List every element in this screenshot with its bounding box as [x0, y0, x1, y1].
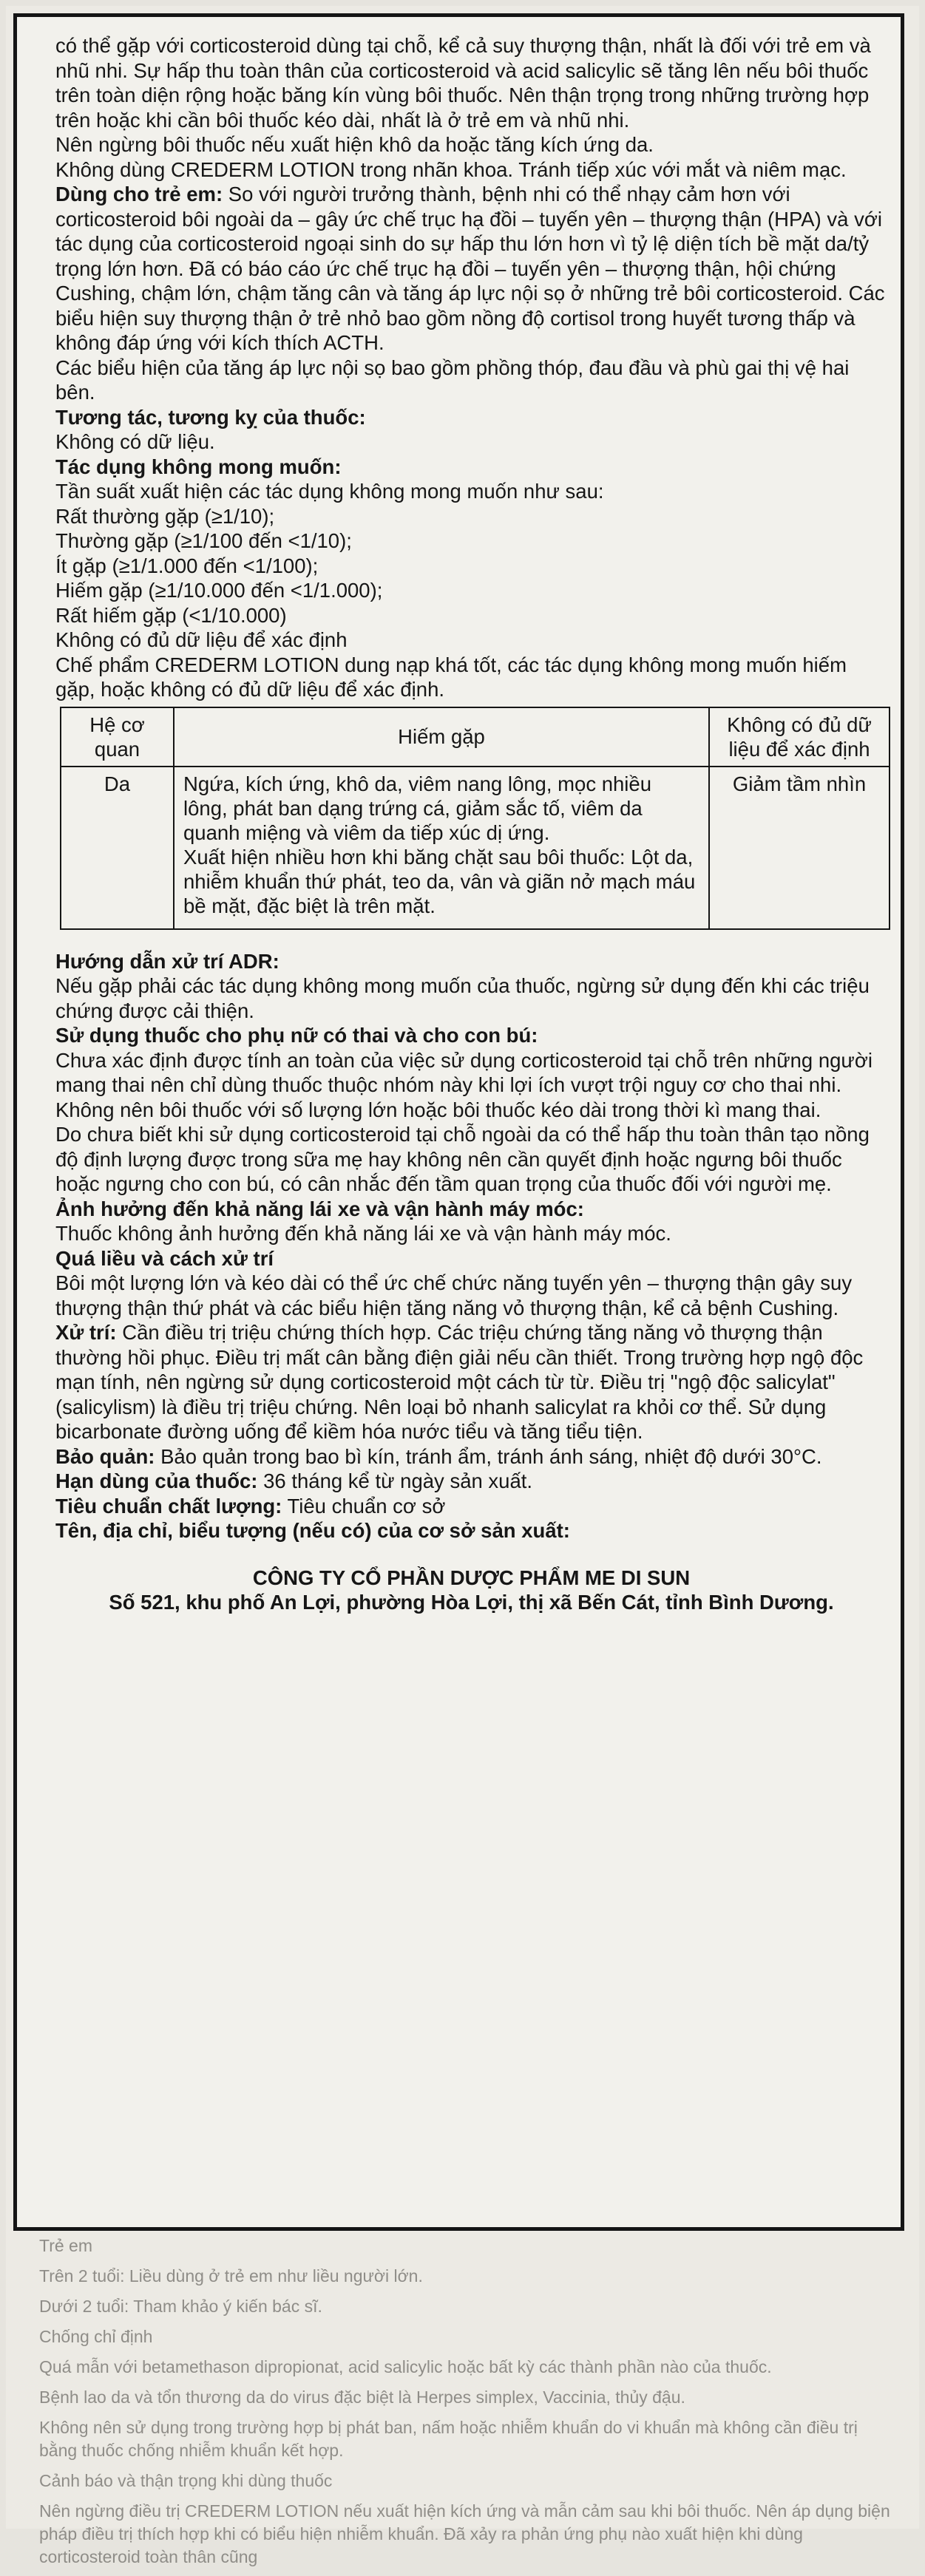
- children-heading: Dùng cho trẻ em:: [55, 183, 223, 205]
- interactions-text: Không có dữ liệu.: [55, 430, 215, 453]
- show-through-line-2: Trên 2 tuổi: Liều dùng ở trẻ em như liều người lớn.: [39, 2266, 423, 2286]
- header-unknown: Không có đủ dữ liệu để xác định: [709, 707, 890, 767]
- package-insert-sheet: [6, 6, 919, 2566]
- storage-heading: Bảo quản:: [55, 1444, 155, 1468]
- frequency-unknown: Không có đủ dữ liệu để xác định: [55, 628, 348, 651]
- quality-heading: Tiêu chuẩn chất lượng:: [55, 1494, 282, 1518]
- adr-guide-text: Nếu gặp phải các tác dụng không mong muốn của thuốc, ngừng sử dụng đến khi các triệu chứng được cải thiện.: [55, 974, 870, 1022]
- side-effects-summary: Chế phẩm CREDERM LOTION dung nạp khá tốt, các tác dụng không mong muốn hiếm gặp, hoặc không có đủ dữ liệu để xác định.: [55, 653, 847, 701]
- side-effects-heading: Tác dụng không mong muốn:: [55, 455, 342, 478]
- driving-text: Thuốc không ảnh hưởng đến khả năng lái xe và vận hành máy móc.: [55, 1222, 671, 1245]
- cell-organ-skin: Da: [61, 767, 174, 929]
- intro-paragraph-2: Nên ngừng bôi thuốc nếu xuất hiện khô da hoặc tăng kích ứng da.: [55, 133, 654, 156]
- show-through-line-9: Nên ngừng điều trị CREDERM LOTION nếu xuất hiện kích ứng và mẫn cảm sau khi bôi thuốc. Nên áp dụng biện pháp điều trị thích hợp khi có biểu hiện nhiễm khuẩn. Đã xảy ra phản ứng phụ nào xuất hiện khi dùng corticosteroid toàn thân cũng: [39, 2501, 890, 2566]
- frequency-very-common: Rất thường gặp (≥1/10);: [55, 504, 275, 528]
- company-name: CÔNG TY CỔ PHẦN DƯỢC PHẨM ME DI SUN: [252, 1566, 691, 1589]
- show-through-line-5: Quá mẫn với betamethason dipropionat, acid salicylic hoặc bất kỳ các thành phần nào của thuốc.: [39, 2357, 772, 2376]
- driving-heading: Ảnh hưởng đến khả năng lái xe và vận hành máy móc:: [55, 1197, 584, 1220]
- table-header-row: [61, 707, 890, 767]
- quality-text: Tiêu chuẩn cơ sở: [282, 1494, 446, 1518]
- side-effects-intro: Tần suất xuất hiện các tác dụng không mong muốn như sau:: [55, 480, 604, 503]
- show-through-line-3: Dưới 2 tuổi: Tham khảo ý kiến bác sĩ.: [39, 2297, 322, 2316]
- show-through-line-4: Chống chỉ định: [39, 2327, 153, 2346]
- adr-guide-heading: Hướng dẫn xử trí ADR:: [55, 949, 279, 973]
- rare-effects-text-1: Ngứa, kích ứng, khô da, viêm nang lông, mọc nhiều lông, phát ban dạng trứng cá, giảm sắc tố, viêm da quanh miệng và viêm da tiếp xúc dị ứng.: [183, 772, 652, 844]
- pregnancy-text-2: Do chưa biết khi sử dụng corticosteroid tại chỗ ngoài da có thể hấp thu toàn thân tạo nồng độ định lượng được trong sữa mẹ hay không nên cần quyết định hoặc ngưng bôi thuốc hoặc ngưng cho con bú, có cân nhắc đến tầm quan trọng của thuốc đối với người mẹ.: [55, 1123, 870, 1195]
- frequency-common: Thường gặp (≥1/100 đến <1/10);: [55, 529, 352, 552]
- frequency-very-rare: Rất hiếm gặp (<1/10.000): [55, 603, 287, 627]
- interactions-heading: Tương tác, tương kỵ của thuốc:: [55, 405, 366, 429]
- bordered-text-box: [13, 13, 904, 2231]
- cell-unknown: Giảm tầm nhìn: [709, 767, 890, 929]
- overdose-heading: Quá liều và cách xử trí: [55, 1246, 274, 1270]
- insert-content: [55, 33, 887, 1615]
- header-organ-system: Hệ cơ quan: [61, 707, 174, 767]
- treatment-text: Cần điều trị triệu chứng thích hợp. Các triệu chứng tăng năng vỏ thượng thận thường hồi phục. Điều trị mất cân bằng điện giải nếu cần thiết. Trong trường hợp ngộ độc mạn tính, nên ngừng sử dụng corticosteroid một cách từ từ. Điều trị "ngộ độc salicylat" (salicylism) là điều trị triệu chứng. Nên loại bỏ nhanh salicylat ra khỏi cơ thể. Sử dụng bicarbonate đường uống để kiềm hóa nước tiểu và tăng tiểu tiện.: [55, 1321, 864, 1443]
- shelf-life-text: 36 tháng kể từ ngày sản xuất.: [257, 1469, 533, 1492]
- adverse-reactions-table: [60, 707, 890, 930]
- children-section: [55, 182, 887, 356]
- storage-section: [55, 1444, 887, 1469]
- overdose-treatment: [55, 1320, 887, 1444]
- children-text: So với người trưởng thành, bệnh nhi có thể nhạy cảm hơn với corticosteroid bôi ngoài da – gây ức chế trục hạ đồi – tuyến yên – thượng thận (HPA) và với tác dụng của corticosteroid ngoại sinh do sự hấp thu lớn hơn vì tỷ lệ diện tích bề mặt da/tỷ trọng lớn hơn. Đã có báo cáo ức chế trục hạ đồi – tuyến yên – thượng thận, hội chứng Cushing, chậm lớn, chậm tăng cân và tăng áp lực nội sọ ở những trẻ bôi corticosteroid. Các biểu hiện suy thượng thận ở trẻ nhỏ bao gồm nồng độ cortisol trong huyết tương thấp và không đáp ứng với kích thích ACTH.: [55, 183, 885, 354]
- storage-text: Bảo quản trong bao bì kín, tránh ẩm, tránh ánh sáng, nhiệt độ dưới 30°C.: [155, 1444, 822, 1468]
- show-through-text: [39, 2235, 897, 2576]
- children-text-2: Các biểu hiện của tăng áp lực nội sọ bao gồm phồng thóp, đau đầu và phù gai thị vệ hai bên.: [55, 356, 850, 404]
- company-address: Số 521, khu phố An Lợi, phường Hòa Lợi, thị xã Bến Cát, tỉnh Bình Dương.: [109, 1591, 834, 1614]
- show-through-line-7: Không nên sử dụng trong trường hợp bị phát ban, nấm hoặc nhiễm khuẩn do vi khuẩn mà không cần điều trị bằng thuốc chống nhiễm khuẩn kết hợp.: [39, 2418, 858, 2460]
- treatment-heading: Xử trí:: [55, 1321, 117, 1344]
- shelf-life-heading: Hạn dùng của thuốc:: [55, 1469, 258, 1492]
- show-through-line-8: Cảnh báo và thận trọng khi dùng thuốc: [39, 2471, 333, 2490]
- pregnancy-heading: Sử dụng thuốc cho phụ nữ có thai và cho con bú:: [55, 1024, 538, 1047]
- intro-paragraph-1: có thể gặp với corticosteroid dùng tại chỗ, kể cả suy thượng thận, nhất là đối với trẻ em và nhũ nhi. Sự hấp thu toàn thân của corticosteroid và acid salicylic sẽ tăng lên nếu bôi thuốc trên toàn diện rộng hoặc băng kín vùng bôi thuốc. Nên thận trọng trong những trường hợp trên hoặc khi cần bôi thuốc kéo dài, nhất là ở trẻ em và nhũ nhi.: [55, 34, 871, 132]
- show-through-line-6: Bệnh lao da và tổn thương da do virus đặc biệt là Herpes simplex, Vaccinia, thủy đậu.: [39, 2388, 685, 2407]
- rare-effects-text-2: Xuất hiện nhiều hơn khi băng chặt sau bôi thuốc: Lột da, nhiễm khuẩn thứ phát, teo da, vân và giãn nở mạch máu bề mặt, đặc biệt là trên mặt.: [183, 845, 696, 917]
- quality-section: [55, 1494, 887, 1519]
- cell-rare: [174, 767, 709, 929]
- frequency-rare: Hiếm gặp (≥1/10.000 đến <1/1.000);: [55, 579, 383, 602]
- overdose-text: Bôi một lượng lớn và kéo dài có thể ức chế chức năng tuyến yên – thượng thận gây suy thượng thận thứ phát và các biểu hiện tăng năng vỏ thượng thận, kể cả bệnh Cushing.: [55, 1271, 853, 1319]
- manufacturer-heading: Tên, địa chỉ, biểu tượng (nếu có) của cơ sở sản xuất:: [55, 1519, 570, 1542]
- header-rare: Hiếm gặp: [174, 707, 709, 767]
- pregnancy-text-1: Chưa xác định được tính an toàn của việc sử dụng corticosteroid tại chỗ trên những người mang thai nên chỉ dùng thuốc thuộc nhóm này khi lợi ích vượt trội nguy cơ cho thai nhi. Không nên bôi thuốc với số lượng lớn hoặc bôi thuốc kéo dài trong thời kì mang thai.: [55, 1048, 873, 1121]
- table-row: [61, 767, 890, 929]
- intro-paragraph-3: Không dùng CREDERM LOTION trong nhãn khoa. Tránh tiếp xúc với mắt và niêm mạc.: [55, 157, 847, 181]
- show-through-line-1: Trẻ em: [39, 2236, 92, 2255]
- frequency-uncommon: Ít gặp (≥1/1.000 đến <1/100);: [55, 554, 319, 577]
- shelf-life-section: [55, 1469, 887, 1494]
